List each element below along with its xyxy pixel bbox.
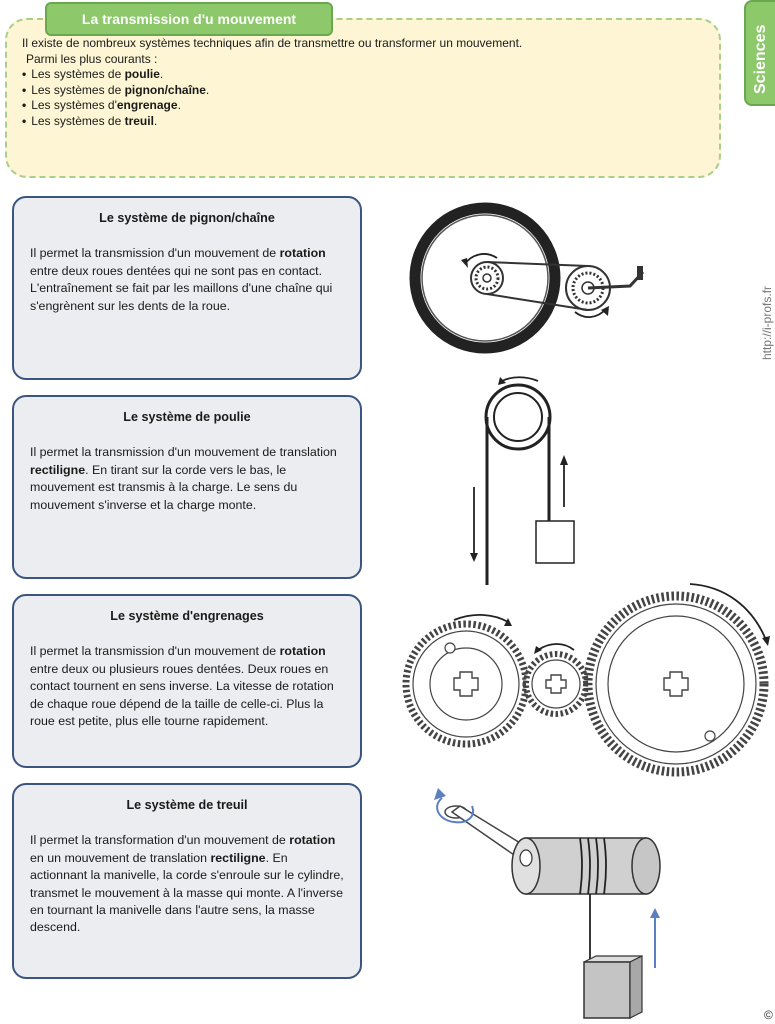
intro-sub: Parmi les plus courants : <box>26 51 158 66</box>
list-item: • Les systèmes d'engrenage. <box>22 98 702 114</box>
mass-block <box>584 962 630 1018</box>
intro-text <box>22 36 702 129</box>
card-title: Le système de poulie <box>123 410 251 424</box>
card-text: Il permet la transformation d'un mouvement de rotation en un mouvement de translation rectiligne. En actionnant la manivelle, la corde s'enroule sur le cylindre, transmet le mouvement à la masse qui monte. A l'inverse en tournant la manivelle dans l'autre sens, la masse descend. <box>30 833 344 935</box>
card-title: Le système d'engrenages <box>110 609 264 623</box>
poulie-illustration <box>460 375 590 590</box>
card-text: Il permet la transmission d'un mouvement de rotation entre deux ou plusieurs roues dentées. Deux roues en contact tournent en sens inverse. La vitesse de rotation de chaque roue dépend de la taille de celle-ci. Plus la roue est petite, plus elle tourne rapidement. <box>30 644 334 729</box>
rotation-arrow <box>575 310 605 317</box>
card-engrenages <box>12 594 362 768</box>
engrenages-illustration <box>404 578 775 778</box>
card-text: Il permet la transmission d'un mouvement de rotation entre deux roues dentées qui ne sont pas en contact. L'entraînement se fait par les maillons d'une chaîne qui s'engrènent sur les dents de la roue. <box>30 246 333 313</box>
load-box <box>536 521 574 563</box>
list-item: • Les systèmes de pignon/chaîne. <box>22 83 702 99</box>
winch-drum <box>526 838 646 894</box>
subject-tab: Sciences <box>744 0 775 106</box>
chain-top <box>487 262 588 266</box>
card-treuil <box>12 783 362 979</box>
intro-lead: Il existe de nombreux systèmes techniques afin de transmettre ou transformer un mouvement. <box>22 36 523 50</box>
rotation-arrow <box>538 644 574 650</box>
site-url: http://i-profs.fr <box>760 285 774 360</box>
card-pignon-chaine <box>12 196 362 380</box>
card-text: Il permet la transmission d'un mouvement de translation rectiligne. En tirant sur la corde vers le bas, le mouvement est transmis à la charge. Le sens du mouvement s'inverse et la charge monte. <box>30 445 337 512</box>
card-title: Le système de treuil <box>126 798 248 812</box>
rotation-arrow <box>502 377 538 381</box>
card-poulie <box>12 395 362 579</box>
systems-list <box>22 67 702 129</box>
pignon-chaine-illustration <box>405 200 655 360</box>
copyright-mark: © <box>764 1008 773 1022</box>
list-item: • Les systèmes de treuil. <box>22 114 702 130</box>
card-title: Le système de pignon/chaîne <box>99 211 275 225</box>
treuil-illustration <box>430 778 670 1024</box>
section-title: La transmission d'u mouvement <box>45 2 333 36</box>
rotation-arrow <box>454 615 508 622</box>
list-item: • Les systèmes de poulie. <box>22 67 702 83</box>
